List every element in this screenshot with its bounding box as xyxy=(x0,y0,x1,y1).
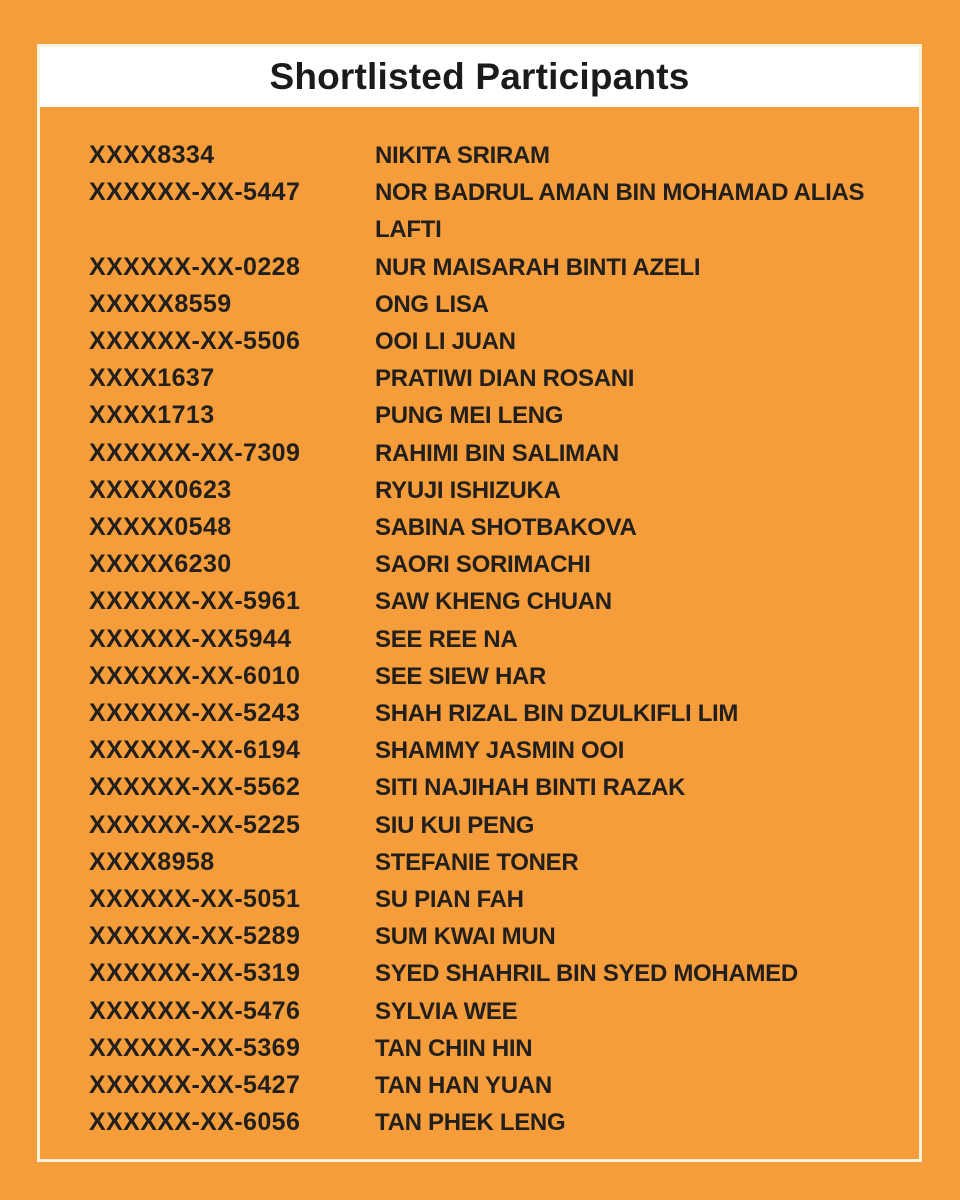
participant-row xyxy=(89,1067,919,1104)
participant-row xyxy=(89,360,919,397)
participant-row xyxy=(89,1030,919,1067)
participant-row xyxy=(89,174,919,248)
participant-id: XXXXXX-XX-5562 xyxy=(89,773,301,802)
participant-id: XXXXX0623 xyxy=(89,475,232,504)
participant-id: XXXXXX-XX-5289 xyxy=(89,922,301,951)
participant-id: XXXXX0548 xyxy=(89,513,232,542)
participant-id: XXXXX8559 xyxy=(89,289,232,318)
participant-id: XXXXXX-XX5944 xyxy=(89,624,292,653)
participant-name: SITI NAJIHAH BINTI RAZAK xyxy=(375,774,686,802)
participant-name: RYUJI ISHIZUKA xyxy=(375,476,561,504)
participant-name: RAHIMI BIN SALIMAN xyxy=(375,439,619,467)
participant-id: XXXXXX-XX-5225 xyxy=(89,810,301,839)
participant-row xyxy=(89,769,919,806)
participant-name: SEE REE NA xyxy=(375,625,518,653)
participant-id: XXXXXX-XX-5319 xyxy=(89,959,301,988)
participant-name: STEFANIE TONER xyxy=(375,848,579,876)
participant-id: XXXXXX-XX-5506 xyxy=(89,327,301,356)
participant-id: XXXXXX-XX-5369 xyxy=(89,1033,301,1062)
participant-row xyxy=(89,249,919,286)
participant-id: XXXXXX-XX-5961 xyxy=(89,587,301,616)
participant-row xyxy=(89,993,919,1030)
participant-id: XXXXXX-XX-6194 xyxy=(89,736,301,765)
participants-card xyxy=(37,44,922,1162)
participant-name: OOI LI JUAN xyxy=(375,328,516,356)
participant-name: SU PIAN FAH xyxy=(375,886,524,914)
participant-id: XXXX1637 xyxy=(89,364,215,393)
participant-name: SAW KHENG CHUAN xyxy=(375,588,612,616)
participant-id: XXXXXX-XX-0228 xyxy=(89,252,301,281)
participant-name: TAN HAN YUAN xyxy=(375,1072,552,1100)
participant-name: PUNG MEI LENG xyxy=(375,402,564,430)
participant-row xyxy=(89,844,919,881)
participant-row xyxy=(89,583,919,620)
participant-name: SYLVIA WEE xyxy=(375,997,518,1025)
participant-id: XXXXXX-XX-5476 xyxy=(89,996,301,1025)
participant-name: TAN CHIN HIN xyxy=(375,1034,533,1062)
participant-id: XXXXXX-XX-5051 xyxy=(89,885,301,914)
participant-id: XXXX8334 xyxy=(89,141,215,169)
participant-id: XXXXXX-XX-7309 xyxy=(89,438,301,467)
participant-row xyxy=(89,137,919,174)
participant-row xyxy=(89,323,919,360)
participant-id: XXXXXX-XX-5447 xyxy=(89,178,301,207)
participant-name: SYED SHAHRIL BIN SYED MOHAMED xyxy=(375,960,798,988)
participant-id: XXXX8958 xyxy=(89,847,215,876)
participant-row xyxy=(89,881,919,918)
participant-name: SHAH RIZAL BIN DZULKIFLI LIM xyxy=(375,700,739,728)
participant-row xyxy=(89,546,919,583)
participant-row xyxy=(89,695,919,732)
participant-row xyxy=(89,955,919,992)
participant-row xyxy=(89,621,919,658)
participant-name: SHAMMY JASMIN OOI xyxy=(375,737,625,765)
participant-id: XXXXXX-XX-5243 xyxy=(89,699,301,728)
participant-row xyxy=(89,1104,919,1141)
participants-list xyxy=(40,107,919,1141)
participant-name: PRATIWI DIAN ROSANI xyxy=(375,365,635,393)
card-header xyxy=(40,47,919,107)
participant-name: NUR MAISARAH BINTI AZELI xyxy=(375,253,701,281)
participant-id: XXXXXX-XX-5427 xyxy=(89,1071,301,1100)
participant-id: XXXXXX-XX-6056 xyxy=(89,1108,301,1137)
participant-name: SEE SIEW HAR xyxy=(375,662,547,690)
participant-name: SUM KWAI MUN xyxy=(375,923,556,951)
participant-name: SABINA SHOTBAKOVA xyxy=(375,514,637,542)
participant-name: ONG LISA xyxy=(375,290,489,318)
participant-row xyxy=(89,918,919,955)
participant-row xyxy=(89,732,919,769)
participant-id: XXXXX6230 xyxy=(89,550,232,579)
participant-name: NOR BADRUL AMAN BIN MOHAMAD ALIAS LAFTI xyxy=(375,179,865,244)
participant-row xyxy=(89,286,919,323)
participant-row xyxy=(89,509,919,546)
participant-row xyxy=(89,397,919,434)
participant-name: SIU KUI PENG xyxy=(375,811,535,839)
participant-row xyxy=(89,658,919,695)
participant-name: NIKITA SRIRAM xyxy=(375,142,550,169)
participant-row xyxy=(89,807,919,844)
participant-id: XXXX1713 xyxy=(89,401,215,430)
page-title: Shortlisted Participants xyxy=(269,56,690,97)
participant-row xyxy=(89,472,919,509)
participant-row xyxy=(89,435,919,472)
participant-name: SAORI SORIMACHI xyxy=(375,551,591,579)
participant-name: TAN PHEK LENG xyxy=(375,1109,566,1137)
participant-id: XXXXXX-XX-6010 xyxy=(89,661,301,690)
